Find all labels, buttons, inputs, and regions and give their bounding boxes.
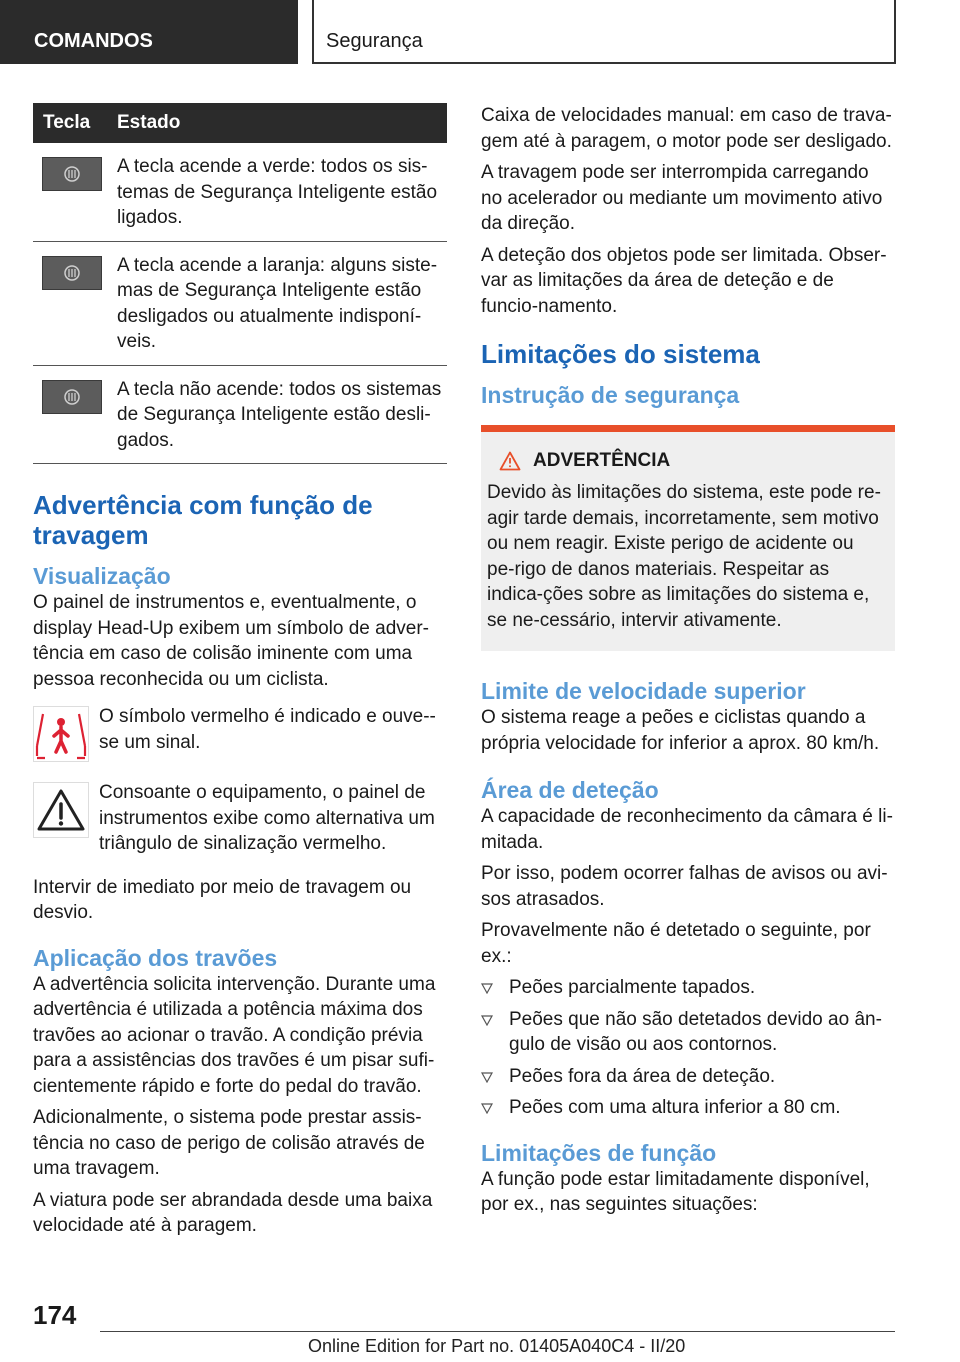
table-row	[33, 143, 447, 241]
state-text: A tecla não acende: todos os sistemas de Segurança Inteligente estão desli-gados.	[102, 365, 447, 464]
heading-velocidade: Limite de velocidade superior	[481, 678, 806, 704]
heading-instrucao: Instrução de segurança	[481, 382, 740, 408]
heading-funcao: Limitações de função	[481, 1139, 717, 1166]
paragraph-aplicacao-3: A viatura pode ser abrandada desde uma baixa velocidade até à paragem.	[33, 1189, 433, 1236]
table-row	[33, 365, 447, 464]
paragraph-aplicacao-2: Adicionalmente, o sistema pode prestar assis-tência no caso de perigo de colisão através de uma travagem.	[33, 1107, 425, 1179]
warning-triangle-icon	[33, 782, 89, 838]
bullet-triangle-icon	[481, 1072, 493, 1083]
warning-text: Devido às limitações do sistema, este pode re-agir tarde demais, incorretamente, sem motivo ou nem reagir. Existe perigo de acidente ou pe-rigo de danos materiais. Respeitar as indica-ções sobre as limitações do sistema e, se ne-cessário, intervir ativamente.	[487, 482, 881, 631]
pedestrian-warning-icon	[33, 706, 89, 762]
table-row	[33, 241, 447, 365]
paragraph-visualizacao: O painel de instrumentos e, eventualmente, o display Head-Up exibem um símbolo de adver-tência em caso de colisão iminente com uma pessoa reconhecida ou um ciclista.	[33, 592, 430, 690]
warning-title: ADVERTÊNCIA	[533, 450, 671, 471]
heading-limitacoes: Limitações do sistema	[481, 339, 760, 369]
key-state-table	[33, 103, 447, 464]
chapter-tab: COMANDOS	[0, 0, 298, 64]
safety-button-icon	[42, 380, 102, 414]
paragraph-funcao: A função pode estar limitadamente disponível, por ex., nas seguintes situações:	[481, 1168, 870, 1215]
safety-button-icon	[42, 256, 102, 290]
edition-footer: Online Edition for Part no. 01405A040C4 - II/20	[308, 1336, 686, 1356]
paragraph-area-1: A capacidade de reconhecimento da câmara é li-mitada.	[481, 806, 893, 853]
paragraph-area-3: Provavelmente não é detetado o seguinte, por ex.:	[481, 920, 871, 967]
warning-icon	[499, 451, 521, 471]
state-text: A tecla acende a laranja: alguns siste-mas de Segurança Inteligente estão desligados ou atualmente indisponí-veis.	[102, 241, 447, 365]
heading-area: Área de deteção	[481, 777, 659, 803]
bullet-triangle-icon	[481, 1015, 493, 1026]
symbol-description: Consoante o equipamento, o painel de instrumentos exibe como alternativa um triângulo de sinalização vermelho.	[99, 782, 435, 854]
page-number: 174	[33, 1300, 77, 1330]
safety-button-icon	[42, 157, 102, 191]
heading-visualizacao: Visualização	[33, 563, 171, 589]
left-column	[33, 103, 447, 1245]
heading-aplicacao: Aplicação dos travões	[33, 944, 278, 971]
list-item: Peões fora da área de deteção.	[481, 1064, 895, 1090]
paragraph-caixa: Caixa de velocidades manual: em caso de trava-gem até à paragem, o motor pode ser desligado.	[481, 105, 892, 152]
symbol-description: O símbolo vermelho é indicado e ouve--se um sinal.	[99, 706, 436, 753]
state-text: A tecla acende a verde: todos os sis-temas de Segurança Inteligente estão ligados.	[102, 143, 447, 241]
column-header-state: Estado	[102, 103, 447, 143]
list-item: Peões parcialmente tapados.	[481, 975, 895, 1001]
warning-box	[481, 425, 895, 651]
paragraph-travagem: A travagem pode ser interrompida carregando no acelerador ou mediante um movimento ativo da direção.	[481, 162, 883, 234]
heading-advertencia: Advertência com função de travagem	[33, 490, 373, 550]
bullet-triangle-icon	[481, 983, 493, 994]
paragraph-aplicacao-1: A advertência solicita intervenção. Durante uma advertência é utilizada a potência máxima dos travões ao acionar o travão. A condição prévia para a assistências dos travões é um pisar sufi-cientemente rápido e forte do pedal do travão.	[33, 973, 436, 1097]
paragraph-velocidade: O sistema reage a peões e ciclistas quando a própria velocidade for inferior a aprox. 80 km/h.	[481, 707, 880, 754]
footer-rule	[100, 1331, 895, 1332]
paragraph-intervir: Intervir de imediato por meio de travagem ou desvio.	[33, 876, 412, 923]
section-title: Segurança	[312, 0, 896, 64]
symbol-row	[33, 780, 447, 857]
paragraph-detecao: A deteção dos objetos pode ser limitada. Obser-var as limitações da área de deteção e de funcio-namento.	[481, 244, 887, 317]
paragraph-area-2: Por isso, podem ocorrer falhas de avisos ou avi-sos atrasados.	[481, 863, 888, 910]
right-column	[481, 103, 895, 1224]
list-item: Peões com uma altura inferior a 80 cm.	[481, 1095, 895, 1121]
symbol-row	[33, 704, 447, 762]
bullet-list	[481, 975, 895, 1121]
bullet-triangle-icon	[481, 1103, 493, 1114]
column-header-key: Tecla	[33, 103, 102, 143]
list-item: Peões que não são detetados devido ao ân-gulo de visão ou aos contornos.	[481, 1007, 895, 1058]
